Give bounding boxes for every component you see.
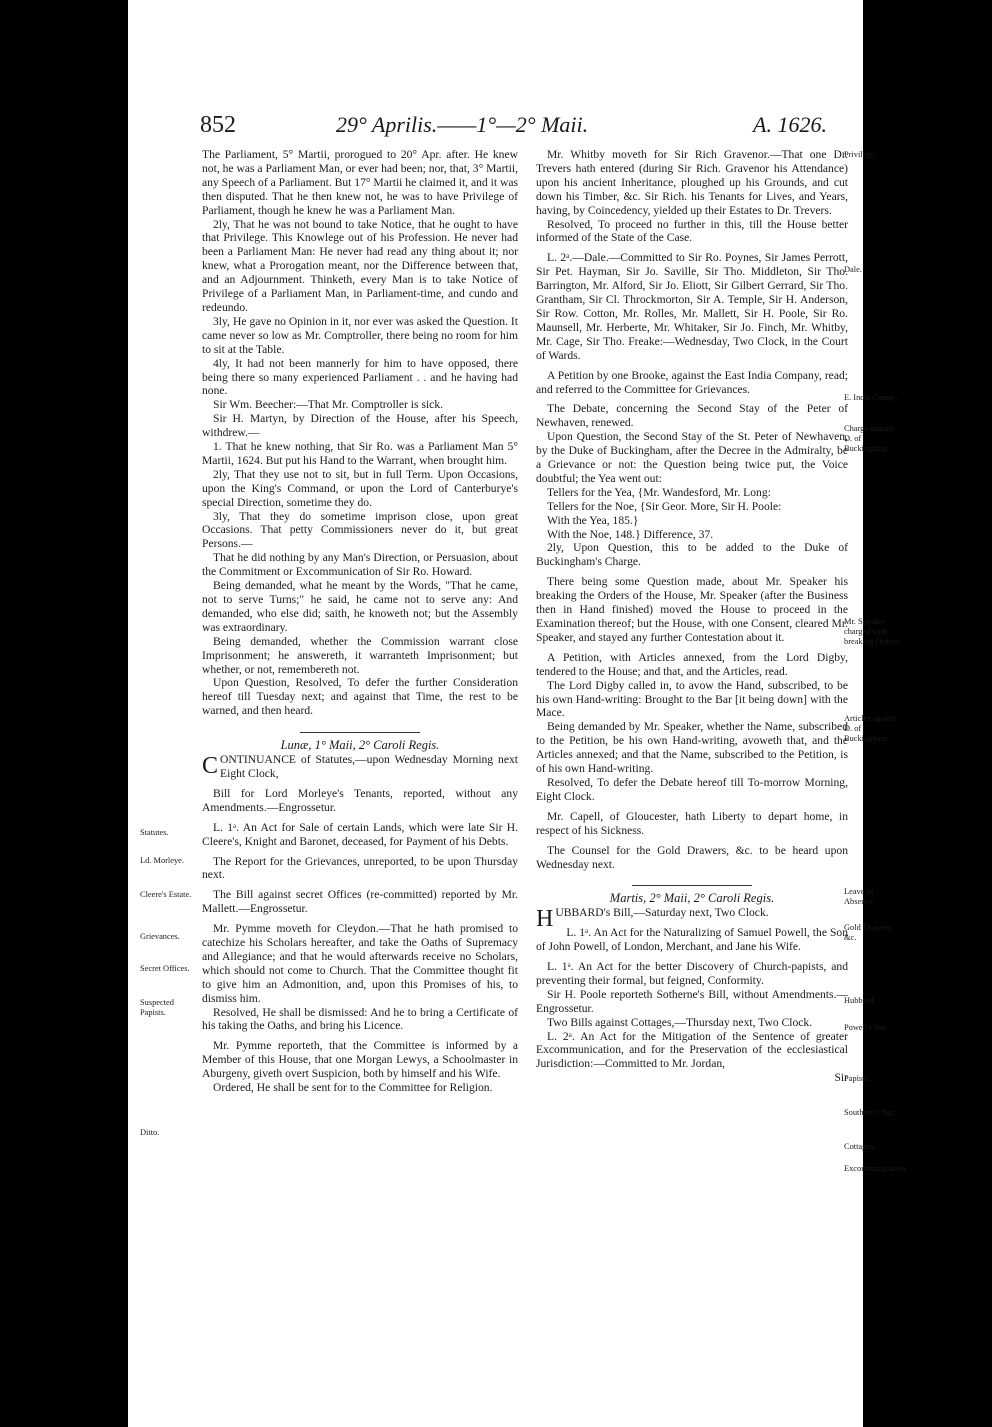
- vote-noe: With the Noe, 148.} Difference, 37.: [547, 527, 714, 541]
- page-header: [128, 112, 863, 148]
- margin-note: E. India Compʸ.: [844, 393, 898, 402]
- paragraph: 2ly, That he was not bound to take Notice, that he ought to have that Privilege. This Knowlege out of his Profession. He never had been a Parliament Man: He never had read any thing about it; nor knew, what a Prorogation meant, nor the Difference between that, and an Adjournment. Thinketh, every Man is to take Notice of Privilege of a Parliament Man, in Parliament-time, and cundo and redeundo.: [202, 217, 518, 314]
- header-year: A. 1626.: [753, 112, 827, 137]
- paragraph: Sir H. Poole reporteth Sotherne's Bill, without Amendments.—Engrossetur.: [536, 987, 848, 1015]
- margin-note: Ditto.: [140, 1128, 160, 1137]
- paragraph: The Debate, concerning the Second Stay of the Peter of Newhaven, renewed.: [536, 402, 848, 430]
- paragraph: Sir Wm. Beecher:—That Mr. Comptroller is sick.: [213, 398, 444, 412]
- paragraph: L. 1ᵃ. An Act for Sale of certain Lands, which were late Sir H. Cleere's, Knight and Baronet, deceased, for Payment of his Debts.: [202, 820, 518, 848]
- margin-note: Articles against D. of Buckingham.: [844, 714, 897, 743]
- paragraph: Bill for Lord Morleye's Tenants, reported, without any Amendments.—Engrossetur.: [202, 786, 518, 814]
- margin-note: Grievances.: [140, 932, 180, 941]
- header-date: 29° Aprilis.——1°—2° Maii.: [336, 112, 589, 137]
- margin-note: Powell's Nat.: [844, 1023, 889, 1032]
- paragraph: Mr. Pymme reporteth, that the Committee is informed by a Member of this House, that one Morgan Lewys, a Schoolmaster in Aburgeny, giveth overt Suspicion, both by himself and his Wife.: [202, 1039, 518, 1081]
- tellers-noe: Tellers for the Noe, {Sir Geor. More, Sir H. Poole:: [547, 499, 782, 513]
- margin-note: Gold Drawers, &c.: [844, 923, 894, 942]
- margin-note: Dale.: [844, 265, 862, 274]
- paragraph: The Lord Digby called in, to avow the Hand, subscribed, to be his own Hand-writing: Brought to the Bar [it being down] with the Mace.: [536, 678, 848, 720]
- tellers-yea: Tellers for the Yea, {Mr. Wandesford, Mr. Long:: [547, 485, 771, 499]
- margin-note: Excommunication.: [844, 1164, 908, 1173]
- margin-note: Cottages.: [844, 1142, 876, 1151]
- paragraph: Sir H. Martyn, by Direction of the House, after his Speech, withdrew.—: [202, 412, 518, 440]
- margin-note: Hubbard.: [844, 996, 876, 1005]
- document-page: [128, 0, 908, 1427]
- paragraph: 3ly, He gave no Opinion in it, nor ever was asked the Question. It came never so low as Mr. Comptroller, there being no room for him to sit at the Table.: [202, 314, 518, 356]
- paragraph: Resolved, To proceed no further in this, till the House better informed of the State of the Case.: [536, 217, 848, 245]
- paragraph: 1. That he knew nothing, that Sir Ro. was a Parliament Man 5° Martii, 1624. But put his Hand to the Warrant, when brought him.: [202, 440, 518, 467]
- paragraph: 2ly, Upon Question, this to be added to the Duke of Buckingham's Charge.: [536, 541, 848, 569]
- paragraph: Resolved, He shall be dismissed: And he to bring a Certificate of his taking the Oaths, and bring his Licence.: [202, 1005, 518, 1033]
- margin-note: Papists.: [844, 1074, 870, 1083]
- catchword: Sir: [834, 1071, 848, 1085]
- paragraph: UBBARD's Bill,—Saturday next, Two Clock.: [555, 906, 769, 920]
- paragraph: A Petition, with Articles annexed, from the Lord Digby, tendered to the House; and that, and the Articles, read.: [536, 650, 848, 678]
- paragraph: Being demanded, what he meant by the Words, "That he came, not to serve Turns;" he said, he came not to serve any: And demanded, who else did; saith, he knoweth not; but the Assembly was extraordinary.: [202, 579, 518, 634]
- drop-cap: H: [536, 906, 554, 933]
- margin-note: Suspected Papists.: [140, 998, 174, 1017]
- paragraph: Two Bills against Cottages,—Thursday next, Two Clock.: [547, 1015, 813, 1029]
- paragraph: Mr. Whitby moveth for Sir Rich Gravenor.—That one Dr. Trevers hath entered (during Sir Rich. Gravenor his Attendance) upon his ancient Inheritance, ploughed up his Grounds, and cut down his Timber, &c. Sir Rich. his Tenants for Lives, and Years, having, by Coincedency, yielded up their Estates to Dr. Trevers.: [536, 148, 848, 217]
- paragraph: There being some Question made, about Mr. Speaker his breaking the Orders of the House, Mr. Speaker (after the Business then in Hand finished) moved the House to proceed in the Examination thereof; but the House, with one Consent, cleared Mr. Speaker, and stayed any further Contestation about it.: [536, 575, 848, 644]
- margin-note: Charge against D. of Buckingham.: [844, 424, 894, 453]
- paragraph: Upon Question, Resolved, To defer the further Consideration hereof till Tuesday next; and against that Time, the rest to be warned, and then heard.: [202, 676, 518, 718]
- margin-note: Statutes.: [140, 828, 169, 837]
- paragraph: Being demanded by Mr. Speaker, whether the Name, subscribed to the Petition, be his own Hand-writing, avoweth that, and the Articles annexed; and that the Name, subscribed to the Petition, is of his own Hand-writing.: [536, 720, 848, 776]
- paragraph: L. 2ᵃ. An Act for the Mitigation of the Sentence of greater Excommunication, and for the Preservation of the ecclesiastical Jurisdiction:—Committed to Mr. Jordan,: [536, 1029, 848, 1071]
- paragraph: Resolved, To defer the Debate hereof till To-morrow Morning, Eight Clock.: [536, 775, 848, 803]
- margin-note: Southern's Nat.: [844, 1108, 896, 1117]
- paragraph: The Counsel for the Gold Drawers, &c. to be heard upon Wednesday next.: [536, 843, 848, 871]
- section-heading: Martis, 2° Maii, 2° Caroli Regis.: [609, 891, 775, 906]
- paragraph: 2ly, That they use not to sit, but in full Term. Upon Occasions, upon the King's Command, or upon the Lord of Canterburye's special Direction, sometime they do.: [202, 467, 518, 509]
- section-divider: [300, 732, 420, 733]
- paragraph: ONTINUANCE of Statutes,—upon Wednesday Morning next Eight Clock,: [220, 753, 518, 780]
- margin-note: Cleere's Estate.: [140, 890, 192, 899]
- margin-note: Privilege.: [844, 150, 877, 159]
- paragraph: 3ly, That they do sometime imprison close, upon great Occasions. That petty Commissioners never do it, but great Persons.—: [202, 509, 518, 551]
- paragraph: The Parliament, 5° Martii, prorogued to 20° Apr. after. He knew not, he was a Parliament Man, or ever had been; nor, that, 3° Martii, any Speech of a Parliament. But 17° Martii he claimed it, and it was then disputed. That he then knew not, he was to have Privilege of Parliament, though he knew he was a Parliament Man.: [202, 148, 518, 217]
- paragraph: Mr. Capell, of Gloucester, hath Liberty to depart home, in respect of his Sickness.: [536, 809, 848, 837]
- paragraph: Being demanded, whether the Commission warrant close Imprisonment; he answereth, it warranteth Imprisonment; but whether, or not, remembereth not.: [202, 634, 518, 676]
- section-divider: [632, 885, 752, 886]
- paragraph: L. 1ᵃ. An Act for the better Discovery of Church-papists, and preventing their formal, but feigned, Conformity.: [536, 960, 848, 987]
- paragraph: L. 1ᵃ. An Act for the Naturalizing of Samuel Powell, the Son of John Powell, of London, Merchant, and Jane his Wife.: [536, 926, 848, 954]
- paragraph: Upon Question, the Second Stay of the St. Peter of Newhaven, by the Duke of Buckingham, after the Decree in the Admiralty, be a Grievance or not: the Question being twice put, the Voice doubtful; the Yea went out:: [536, 430, 848, 485]
- margin-note: Ld. Morleye.: [140, 856, 184, 865]
- paragraph: 4ly, It had not been mannerly for him to have opposed, there being there so many experienced Parliament . . and he having had none.: [202, 356, 518, 398]
- paragraph: Ordered, He shall be sent for to the Committee for Religion.: [213, 1081, 493, 1095]
- paragraph: That he did nothing by any Man's Direction, or Persuasion, about the Commitment or Excommunication of Sir Ro. Howard.: [202, 551, 518, 579]
- margin-note: Leave of Absence.: [844, 887, 875, 906]
- left-column: [202, 148, 518, 1095]
- paragraph: A Petition by one Brooke, against the East India Company, read; and referred to the Committee for Grievances.: [536, 368, 848, 396]
- paragraph: The Bill against secret Offices (re-committed) reported by Mr. Mallett.—Engrossetur.: [202, 888, 518, 916]
- vote-yea: With the Yea, 185.}: [547, 513, 639, 527]
- margin-note: Mr. Speaker charged with breaking Orders.: [844, 617, 901, 646]
- right-column: [536, 148, 848, 1085]
- page-number: 852: [200, 112, 236, 138]
- paragraph: L. 2ᵃ.—Dale.—Committed to Sir Ro. Poynes, Sir James Perrott, Sir Pet. Hayman, Sir Jo. Saville, Sir Tho. Middleton, Sir Tho. Barrington, Mr. Alford, Sir Jo. Eliott, Sir Gilbert Gerrard, Sir Tho. Grantham, Sir Cl. Throckmorton, Sir A. Temple, Sir H. Anderson, Sir Row. Cotton, Mr. Rolles, Mr. Mallett, Sir H. Poole, Sir Ro. Maunsell, Mr. Herberte, Mr. Whitaker, Sir Jo. Finch, Mr. Whitby, Mr. Cage, Sir Tho. Freake:—Wednesday, Two Clock, in the Court of Wards.: [536, 251, 848, 362]
- paragraph: The Report for the Grievances, unreported, to be upon Thursday next.: [202, 854, 518, 882]
- margin-note: Secret Offices.: [140, 964, 190, 973]
- paragraph: Mr. Pymme moveth for Cleydon.—That he hath promised to catechize his Scholars hereafter, and take the Oaths of Supremacy and Allegiance; and that he would afterwards receive no Scholars, which should not come to Church. That the Committee thought fit to give him an Admonition, and, upon this Promises of his, to dismiss him.: [202, 922, 518, 1005]
- section-heading: Lunæ, 1° Maii, 2° Caroli Regis.: [280, 738, 440, 753]
- drop-cap: C: [202, 753, 219, 780]
